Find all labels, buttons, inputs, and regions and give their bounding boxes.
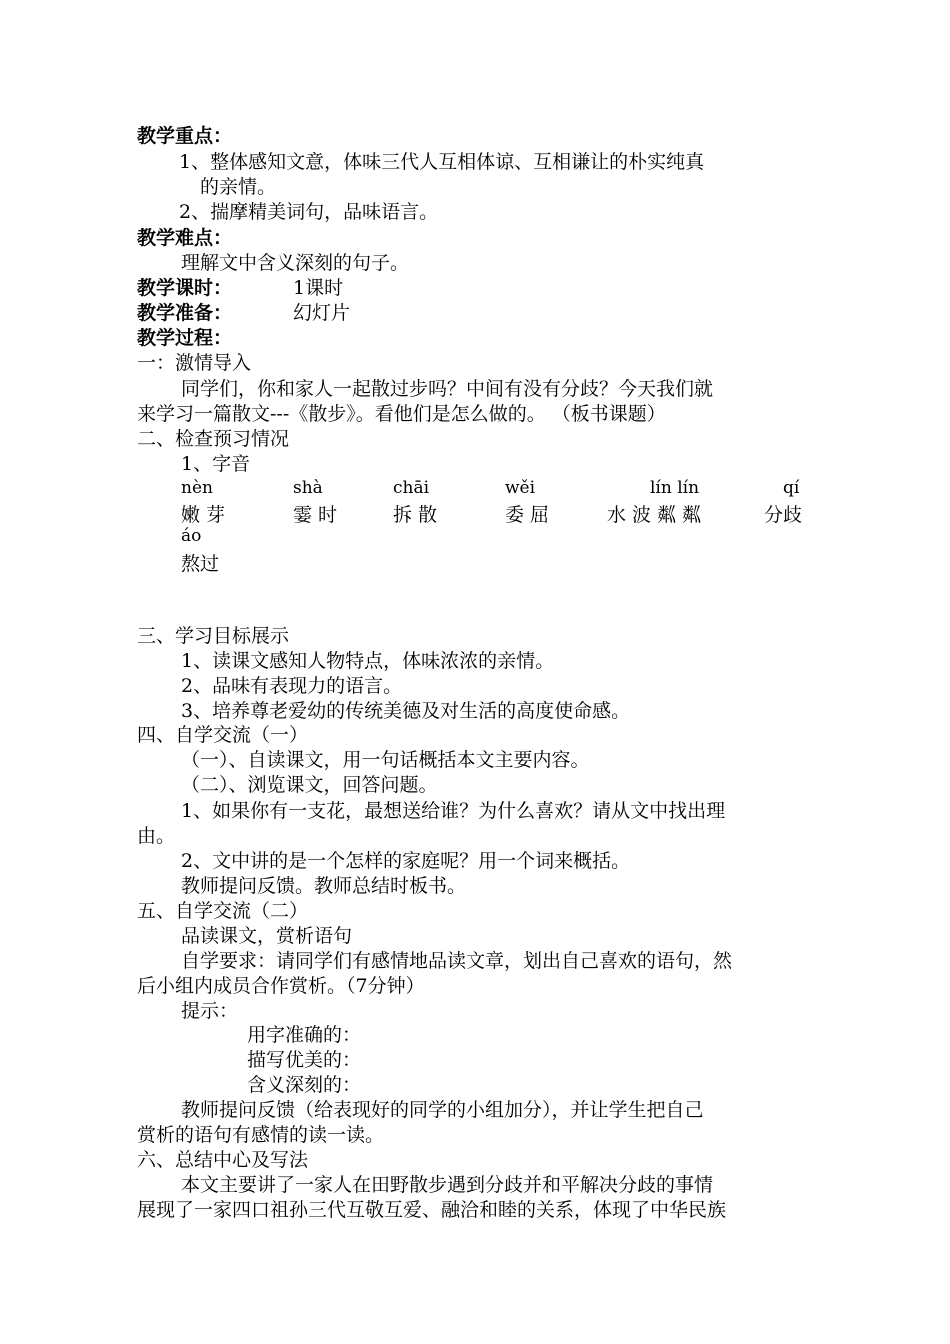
word-shashi: 霎 时 [293,504,338,526]
key-point-2: 2、揣摩精美词句，品味语言。 [179,201,439,223]
pinyin-wei: wěi [505,478,536,498]
word-nenya: 嫩 芽 [181,504,226,526]
part3-item-3: 3、培养尊老爱幼的传统美德及对生活的高度使命感。 [181,700,631,722]
hours-value: 1课时 [293,277,344,299]
difficulty-heading: 教学难点： [137,227,233,249]
word-fenqi: 分歧 [764,504,803,526]
part5-hint-1: 用字准确的： [247,1024,362,1046]
part5-title: 五、自学交流（二） [137,900,309,922]
part3-title: 三、学习目标展示 [137,625,290,647]
pinyin-sha: shà [293,478,323,498]
prep-value: 幻灯片 [293,302,351,324]
part1-line1: 同学们，你和家人一起散过步吗？中间有没有分歧？今天我们就 [181,378,714,400]
part5-line3b: 赏析的语句有感情的读一读。 [137,1124,385,1146]
part5-line2b: 后小组内成员合作赏析。（7分钟） [137,975,425,997]
word-shuibo: 水 波 粼 粼 [607,504,702,526]
part3-item-2: 2、品味有表现力的语言。 [181,675,403,697]
hours-heading: 教学课时： [137,277,233,299]
part4-line1: （一）、自读课文，用一句话概括本文主要内容。 [181,749,590,771]
part5-line1: 品读课文，赏析语句 [181,925,353,947]
part4-line2: （二）、浏览课文，回答问题。 [181,774,438,796]
part4-line3a: 1、如果你有一支花，最想送给谁？为什么喜欢？请从文中找出理 [181,800,726,822]
part6-line2: 展现了一家四口祖孙三代互敬互爱、融洽和睦的关系，体现了中华民族 [137,1199,727,1221]
part5-hint-3: 含义深刻的： [247,1074,362,1096]
key-point-1a: 1、整体感知文意，体味三代人互相体谅、互相谦让的朴实纯真 [179,151,705,173]
part2-title: 二、检查预习情况 [137,428,290,450]
part3-item-1: 1、读课文感知人物特点，体味浓浓的亲情。 [181,650,555,672]
part1-title: 一：激情导入 [137,352,252,374]
part5-line2a: 自学要求：请同学们有感情地品读文章，划出自己喜欢的语句，然 [181,950,733,972]
part5-hint: 提示： [181,1000,239,1022]
part5-line3a: 教师提问反馈（给表现好的同学的小组加分），并让学生把自己 [181,1099,704,1121]
key-points-heading: 教学重点： [137,125,233,147]
pinyin-chai: chāi [393,478,430,498]
pinyin-qi: qí [783,478,800,498]
part6-line1: 本文主要讲了一家人在田野散步遇到分歧并和平解决分歧的事情 [181,1174,714,1196]
part4-line3b: 由。 [137,825,176,847]
part4-title: 四、自学交流（一） [137,724,309,746]
pinyin-linlin: lín lín [650,478,700,498]
process-heading: 教学过程： [137,327,233,349]
key-point-1b: 的亲情。 [200,176,277,198]
word-weiqu: 委 屈 [505,504,550,526]
pinyin-nen: nèn [181,478,213,498]
difficulty-text: 理解文中含义深刻的句子。 [181,252,410,274]
part2-sub: 1、字音 [181,453,251,475]
word-aoguo: 熬过 [181,553,220,575]
part5-hint-2: 描写优美的： [247,1049,362,1071]
word-chaisan: 拆 散 [393,504,438,526]
part6-title: 六、总结中心及写法 [137,1149,309,1171]
part4-line4: 2、文中讲的是一个怎样的家庭呢？用一个词来概括。 [181,850,631,872]
part4-line5: 教师提问反馈。教师总结时板书。 [181,875,467,897]
prep-heading: 教学准备： [137,302,233,324]
part1-line2: 来学习一篇散文---《散步》。看他们是怎么做的。 （板书课题） [137,403,666,425]
pinyin-ao: áo [181,526,202,546]
